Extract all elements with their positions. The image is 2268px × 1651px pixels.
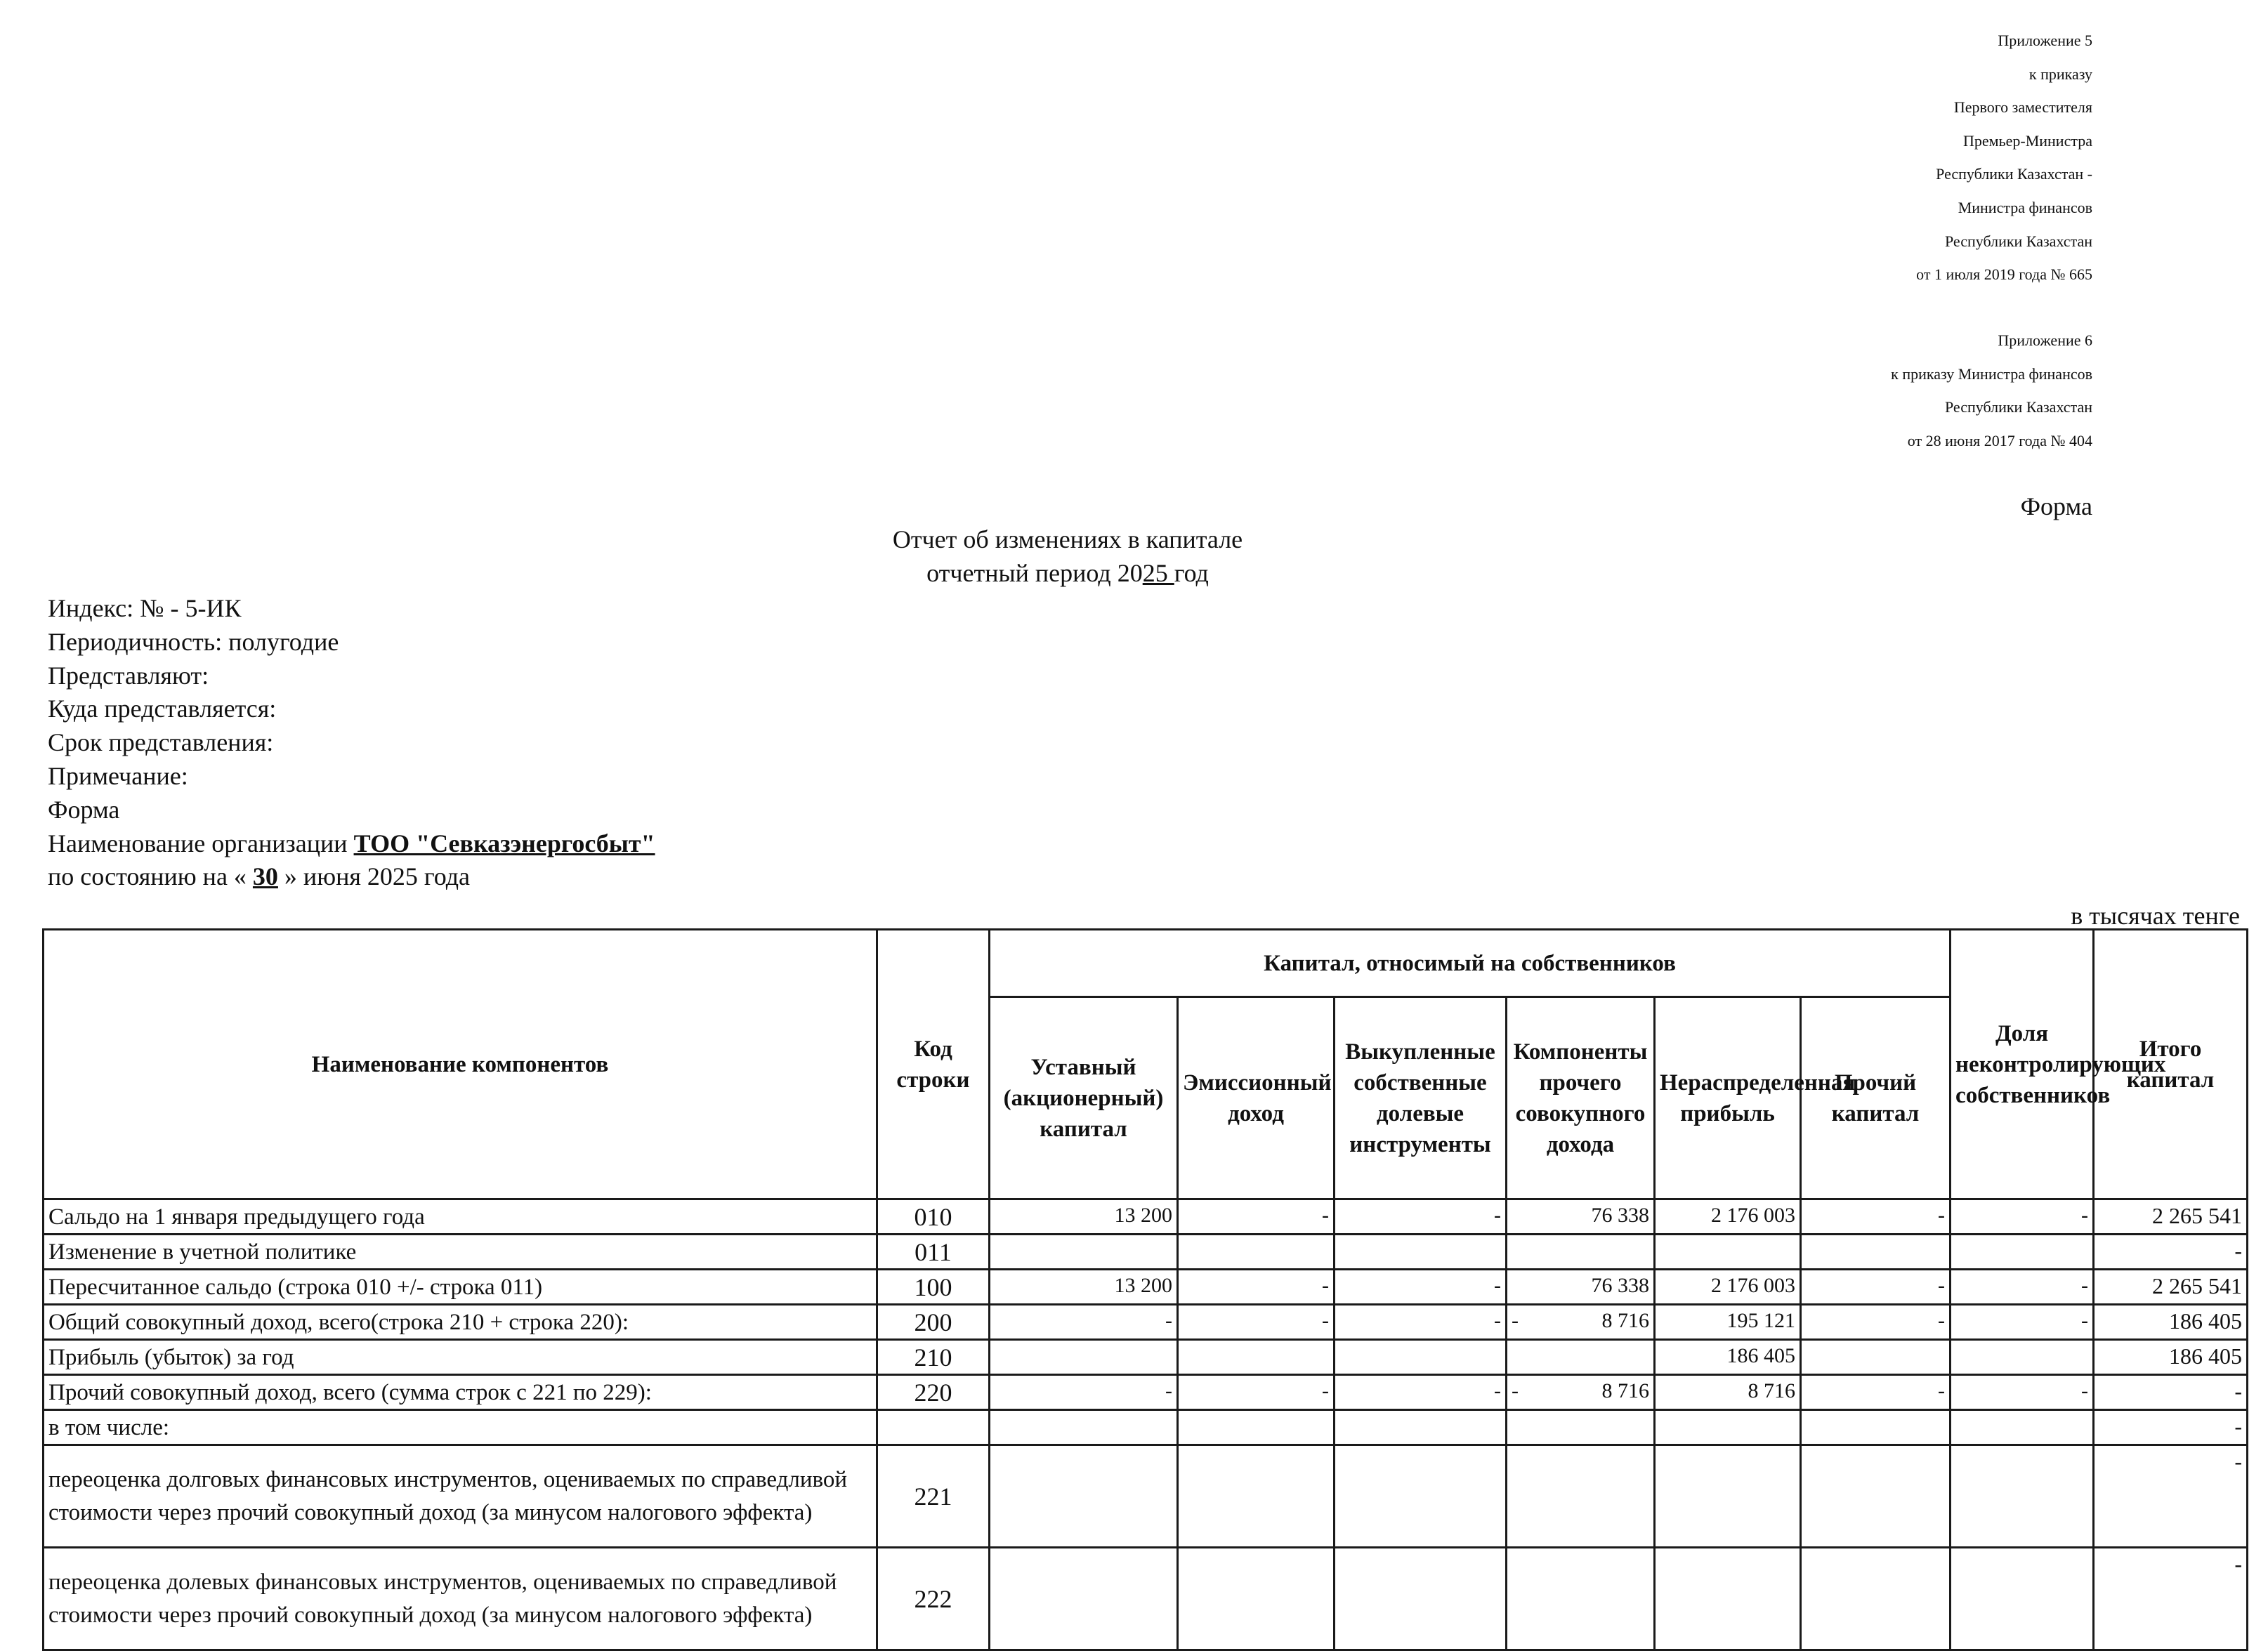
- meta-deadline: Срок представления:: [48, 728, 274, 757]
- header-name: Наименование компонентов: [44, 930, 877, 1199]
- period-year: 25: [1142, 559, 1174, 587]
- date-day: 30: [252, 862, 278, 891]
- header-emission-income: Эмиссионный доход: [1178, 997, 1335, 1199]
- header-oci-components: Компоненты прочего совокупного дохода: [1507, 997, 1655, 1199]
- cell-nci: -: [1951, 1305, 2094, 1340]
- header-owners-capital: Капитал, относимый на собственников: [990, 930, 1951, 997]
- table-row: [44, 1270, 2248, 1305]
- meta-date: [48, 860, 1031, 894]
- report-title-line: Отчет об изменениях в капитале: [892, 525, 1243, 553]
- row-name: Общий совокупный доход, всего(строка 210 + строка 220):: [44, 1305, 877, 1340]
- cell-oci: [1507, 1375, 1655, 1410]
- cell-retained: 186 405: [1655, 1340, 1801, 1375]
- cell-nci: [1951, 1340, 2094, 1375]
- row-name: переоценка долговых финансовых инструментов, оцениваемых по справедливой стоимости через прочий совокупный доход (за минусом налогового эффекта): [44, 1445, 877, 1548]
- cell-nci: [1951, 1445, 2094, 1548]
- cell-other: -: [1801, 1199, 1951, 1235]
- cell-retained: 2 176 003: [1655, 1199, 1801, 1235]
- meta-note: Примечание:: [48, 761, 188, 790]
- cell-oci: [1507, 1235, 1655, 1270]
- appendix-line: от 28 июня 2017 года № 404: [1907, 431, 2092, 449]
- appendix-line: Республики Казахстан -: [1936, 165, 2092, 183]
- appendix-line: Приложение 5: [1998, 32, 2092, 49]
- cell-emission: [1178, 1235, 1335, 1270]
- cell-charter: -: [990, 1375, 1178, 1410]
- capital-changes-table: [42, 928, 2248, 1651]
- cell-charter: [990, 1410, 1178, 1445]
- cell-charter: [990, 1445, 1178, 1548]
- cell-other: -: [1801, 1305, 1951, 1340]
- cell-charter: [990, 1235, 1178, 1270]
- meta-index: Индекс: № - 5-ИК: [48, 594, 242, 622]
- cell-oci-sign: -: [1512, 1379, 1519, 1402]
- period-suffix: год: [1174, 559, 1209, 587]
- cell-total: 186 405: [2094, 1340, 2248, 1375]
- units-label: в тысячах тенге: [2071, 902, 2240, 930]
- appendix-line: к приказу Министра финансов: [1891, 364, 2092, 383]
- cell-oci: [1507, 1199, 1655, 1235]
- cell-treasury: [1335, 1340, 1507, 1375]
- cell-oci: [1507, 1410, 1655, 1445]
- table-row: [44, 1548, 2248, 1650]
- cell-nci: [1951, 1548, 2094, 1650]
- table-row: [44, 1305, 2248, 1340]
- period-prefix: отчетный период 20: [926, 559, 1143, 587]
- cell-retained: [1655, 1548, 1801, 1650]
- cell-nci: [1951, 1235, 2094, 1270]
- row-code: [877, 1410, 990, 1445]
- cell-oci: [1507, 1548, 1655, 1650]
- row-code: 011: [877, 1235, 990, 1270]
- org-label: Наименование организации: [48, 829, 354, 857]
- cell-emission: -: [1178, 1199, 1335, 1235]
- cell-oci-value: 8 716: [1601, 1379, 1649, 1402]
- table-row: [44, 1410, 2248, 1445]
- cell-retained: 195 121: [1655, 1305, 1801, 1340]
- row-code: 222: [877, 1548, 990, 1650]
- header-nci: Доля неконтролирующих собственников: [1951, 930, 2094, 1199]
- cell-emission: [1178, 1340, 1335, 1375]
- cell-retained: [1655, 1410, 1801, 1445]
- cell-treasury: -: [1335, 1375, 1507, 1410]
- appendix-line: Республики Казахстан: [1944, 398, 2092, 416]
- cell-other: -: [1801, 1375, 1951, 1410]
- table-row: [44, 1445, 2248, 1548]
- cell-emission: -: [1178, 1375, 1335, 1410]
- cell-other: [1801, 1445, 1951, 1548]
- appendix-line: от 1 июля 2019 года № 665: [1916, 265, 2092, 284]
- appendix-line: Республики Казахстан: [1944, 232, 2092, 250]
- date-suffix: » июня 2025 года: [277, 862, 471, 891]
- cell-oci: [1507, 1305, 1655, 1340]
- table-row: [44, 1340, 2248, 1375]
- cell-total: 2 265 541: [2094, 1270, 2248, 1305]
- table-row: [44, 1375, 2248, 1410]
- cell-treasury: [1335, 1410, 1507, 1445]
- cell-retained: 2 176 003: [1655, 1270, 1801, 1305]
- cell-nci: -: [1951, 1270, 2094, 1305]
- row-name: Прочий совокупный доход, всего (сумма строк с 221 по 229):: [44, 1375, 877, 1410]
- cell-oci-value: 76 338: [1591, 1274, 1649, 1297]
- cell-retained: [1655, 1235, 1801, 1270]
- cell-other: [1801, 1340, 1951, 1375]
- cell-charter: [990, 1340, 1178, 1375]
- header-other-capital: Прочий капитал: [1801, 997, 1951, 1199]
- report-meta: [48, 592, 1031, 894]
- cell-emission: [1178, 1548, 1335, 1650]
- row-code: 100: [877, 1270, 990, 1305]
- appendix-line: к приказу: [2028, 65, 2092, 83]
- row-name: Прибыль (убыток) за год: [44, 1340, 877, 1375]
- meta-form: Форма: [48, 795, 120, 824]
- org-name: ТОО "Севказэнергосбыт": [353, 829, 655, 857]
- report-title: [773, 522, 1363, 590]
- table-row: [44, 1199, 2248, 1235]
- appendix-5-block: [1460, 24, 2092, 291]
- row-code: 210: [877, 1340, 990, 1375]
- row-name: Пересчитанное сальдо (строка 010 +/- строка 011): [44, 1270, 877, 1305]
- header-code: Код строки: [877, 930, 990, 1199]
- header-total: Итого капитал: [2094, 930, 2248, 1199]
- cell-nci: [1951, 1410, 2094, 1445]
- row-code: 221: [877, 1445, 990, 1548]
- cell-charter: [990, 1548, 1178, 1650]
- cell-charter: 13 200: [990, 1270, 1178, 1305]
- cell-oci-value: 76 338: [1591, 1204, 1649, 1227]
- appendix-line: Первого заместителя: [1953, 98, 2092, 117]
- row-name: Сальдо на 1 января предыдущего года: [44, 1199, 877, 1235]
- cell-total: 2 265 541: [2094, 1199, 2248, 1235]
- cell-other: -: [1801, 1270, 1951, 1305]
- cell-oci: [1507, 1445, 1655, 1548]
- appendix-line: Премьер-Министра: [1963, 131, 2092, 150]
- cell-other: [1801, 1548, 1951, 1650]
- cell-oci: [1507, 1340, 1655, 1375]
- forma-label: Форма: [2020, 492, 2092, 520]
- cell-treasury: -: [1335, 1270, 1507, 1305]
- meta-organization: [48, 827, 1031, 861]
- meta-where: Куда представляется:: [48, 695, 277, 723]
- cell-treasury: -: [1335, 1305, 1507, 1340]
- row-code: 220: [877, 1375, 990, 1410]
- cell-total: -: [2094, 1410, 2248, 1445]
- cell-retained: 8 716: [1655, 1375, 1801, 1410]
- cell-nci: -: [1951, 1199, 2094, 1235]
- cell-oci: [1507, 1270, 1655, 1305]
- cell-total: -: [2094, 1548, 2248, 1650]
- cell-charter: -: [990, 1305, 1178, 1340]
- cell-emission: -: [1178, 1270, 1335, 1305]
- cell-oci-sign: -: [1512, 1309, 1519, 1332]
- header-charter-capital: Уставный (акционерный) капитал: [990, 997, 1178, 1199]
- cell-total: -: [2094, 1235, 2248, 1270]
- header-retained-earnings: Нераспределенная прибыль: [1655, 997, 1801, 1199]
- row-name: Изменение в учетной политике: [44, 1235, 877, 1270]
- cell-charter: 13 200: [990, 1199, 1178, 1235]
- cell-total: -: [2094, 1375, 2248, 1410]
- cell-other: [1801, 1410, 1951, 1445]
- cell-emission: -: [1178, 1305, 1335, 1340]
- report-period: [773, 556, 1363, 590]
- cell-emission: [1178, 1445, 1335, 1548]
- cell-oci-value: 8 716: [1601, 1309, 1649, 1332]
- row-code: 010: [877, 1199, 990, 1235]
- cell-treasury: [1335, 1235, 1507, 1270]
- table-row: [44, 1235, 2248, 1270]
- cell-other: [1801, 1235, 1951, 1270]
- cell-treasury: [1335, 1445, 1507, 1548]
- cell-total: 186 405: [2094, 1305, 2248, 1340]
- date-prefix: по состоянию на «: [48, 862, 253, 891]
- row-code: 200: [877, 1305, 990, 1340]
- cell-treasury: -: [1335, 1199, 1507, 1235]
- row-name: в том числе:: [44, 1410, 877, 1445]
- appendix-line: Приложение 6: [1998, 331, 2092, 349]
- appendix-6-block: [1460, 324, 2092, 457]
- meta-periodicity: Периодичность: полугодие: [48, 627, 339, 656]
- appendix-line: Министра финансов: [1958, 198, 2092, 216]
- row-name: переоценка долевых финансовых инструментов, оцениваемых по справедливой стоимости через прочий совокупный доход (за минусом налогового эффекта): [44, 1548, 877, 1650]
- cell-total: -: [2094, 1445, 2248, 1548]
- cell-treasury: [1335, 1548, 1507, 1650]
- cell-retained: [1655, 1445, 1801, 1548]
- header-treasury-instruments: Выкупленные собственные долевые инструменты: [1335, 997, 1507, 1199]
- cell-nci: -: [1951, 1375, 2094, 1410]
- cell-emission: [1178, 1410, 1335, 1445]
- meta-submit: Представляют:: [48, 661, 209, 690]
